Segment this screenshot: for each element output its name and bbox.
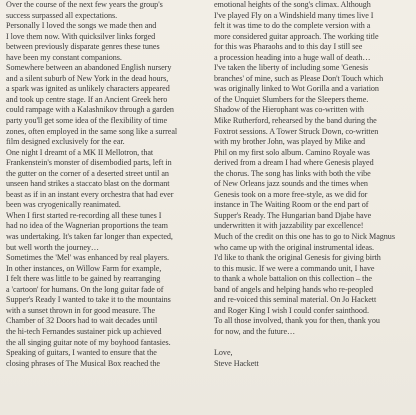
text-line: had no idea of the Wagnerian proportions the team bbox=[6, 221, 168, 231]
text-line: Genesis took on a more free-style, as we did for bbox=[214, 189, 368, 199]
text-line: the all singing guitar note of my boyhood fantasies. bbox=[6, 337, 171, 347]
text-line: Personally I loved the songs we made then and bbox=[6, 21, 157, 31]
text-line: underwritten it with jazzability par excellence! bbox=[214, 221, 364, 231]
text-line: closing phrases of The Musical Box reached the bbox=[6, 358, 160, 368]
text-line: could rampage with a Kalashnikov through a garden bbox=[6, 105, 174, 115]
text-line: Somewhere between an abandoned English nursery bbox=[6, 63, 172, 73]
text-line: Love, bbox=[214, 348, 233, 358]
text-line: to thank a whole battalion on this collection – the bbox=[214, 274, 372, 284]
text-line: Mike Rutherford, rehearsed by the band during the bbox=[214, 116, 377, 126]
text-line: Chamber of 32 Doors had to wait decades until bbox=[6, 316, 158, 326]
text-line: I've taken the liberty of including some 'Genesis bbox=[214, 63, 369, 73]
text-line: I love them now. With quicksilver links forged bbox=[6, 31, 156, 41]
text-line: with my brother John, was played by Mike and bbox=[214, 137, 366, 147]
text-line: instance in The Waiting Room or the end part of bbox=[214, 200, 369, 210]
text-line: to this music. If we were a commando unit, I have bbox=[214, 263, 375, 273]
text-line: unseen hand strikes a staccato blast on the dormant bbox=[6, 179, 170, 189]
text-line: I've played Fly on a Windshield many times live I bbox=[214, 10, 374, 20]
text-line: and Roger King I wish I could confer sainthood. bbox=[214, 305, 369, 315]
text-line: with a sunset thrown in for good measure. The bbox=[6, 305, 156, 315]
text-line: success surpassed all expectations. bbox=[6, 10, 118, 20]
right-text-column bbox=[214, 0, 412, 369]
text-line: emotional heights of the song's climax. Although bbox=[214, 0, 371, 9]
text-line: Steve Hackett bbox=[214, 358, 259, 368]
text-line: Speaking of guitars, I wanted to ensure that the bbox=[6, 348, 157, 358]
text-line: was originally linked to Wot Gorilla and a variation bbox=[214, 84, 379, 94]
text-line: felt it was time to do the complete version with a bbox=[214, 21, 371, 31]
text-line: party you'll get some idea of the flexibility of time bbox=[6, 116, 168, 126]
text-line: for this was Pharaohs and to this day I still see bbox=[214, 42, 363, 52]
text-line: film designed exclusively for the ear. bbox=[6, 137, 125, 147]
text-line: of the Unquiet Slumbers for the Sleepers theme. bbox=[214, 94, 369, 104]
text-line: a procession heading into a huge wall of death… bbox=[214, 52, 371, 62]
text-line: and re-voiced this seminal material. On Jo Hackett bbox=[214, 295, 377, 305]
text-line: One night I dreamt of a MK II Mellotron, that bbox=[6, 147, 154, 157]
text-line: for now, and the future… bbox=[214, 326, 296, 336]
text-line: Over the course of the next few years the group's bbox=[6, 0, 163, 9]
text-line: who came up with the original instrumental ideas. bbox=[214, 242, 375, 252]
text-line: band of angels and helping hands who re-peopled bbox=[214, 284, 373, 294]
text-line: zones, often employed in the same song like a surreal bbox=[6, 126, 178, 136]
text-line: I felt there was little to be gained by rearranging bbox=[6, 274, 161, 284]
text-line: Much of the credit on this one has to go to Nick Magnus bbox=[214, 232, 395, 242]
text-line: Shadow of the Hierophant was co-written with bbox=[214, 105, 364, 115]
text-line: have been my constant companions. bbox=[6, 52, 122, 62]
text-line: more considered guitar approach. The working title bbox=[214, 31, 379, 41]
text-line: of New Orleans jazz sounds and the times when bbox=[214, 179, 368, 189]
text-line: was undertaking. It's taken far longer than expected, bbox=[6, 232, 173, 242]
text-line: a 'cartoon' for humans. On the long guitar fade of bbox=[6, 284, 164, 294]
text-line: In other instances, on Willow Farm for example, bbox=[6, 263, 162, 273]
text-line: the gutter on the corner of a deserted street until an bbox=[6, 168, 169, 178]
left-text-column bbox=[6, 0, 214, 369]
text-line: but well worth the journey… bbox=[6, 242, 99, 252]
text-line: To all those involved, thank you for then, thank you bbox=[214, 316, 380, 326]
text-line: Supper's Ready I wanted to take it to the mountains bbox=[6, 295, 171, 305]
text-line: Phil on my first solo album. Camino Royale was bbox=[214, 147, 370, 157]
text-line: branches' of mine, such as Please Don't Touch which bbox=[214, 73, 384, 83]
text-line: derived from a dream I had where Genesis played bbox=[214, 158, 374, 168]
text-line: the chorus. The song has links with both the vibe bbox=[214, 168, 371, 178]
text-line: the hi-tech Fernandes sustainer pick up achieved bbox=[6, 326, 162, 336]
text-line: Supper's Ready. The Hungarian band Djabe have bbox=[214, 210, 372, 220]
text-line: a spark was ignited as unlikely characters appeared bbox=[6, 84, 170, 94]
text-line bbox=[214, 338, 412, 349]
text-line: Frankenstein's monster of disembodied parts, left in bbox=[6, 158, 172, 168]
text-line: When I first started re-recording all these tunes I bbox=[6, 210, 162, 220]
text-line: been was cryogenically reanimated. bbox=[6, 200, 121, 210]
text-line: and took up centre stage. If an Ancient Greek hero bbox=[6, 94, 168, 104]
text-line: Sometimes the 'Mel' was enhanced by real players. bbox=[6, 253, 169, 263]
text-line: Foxtrot sessions. A Tower Struck Down, co-written bbox=[214, 126, 379, 136]
text-line: and a silent suburb of New York in the dead hours, bbox=[6, 73, 169, 83]
text-line: beast as if in an instant every orchestra that had ever bbox=[6, 189, 174, 199]
text-line: between previously disparate genres these tunes bbox=[6, 42, 160, 52]
text-line: I'd like to thank the original Genesis for giving birth bbox=[214, 253, 381, 263]
